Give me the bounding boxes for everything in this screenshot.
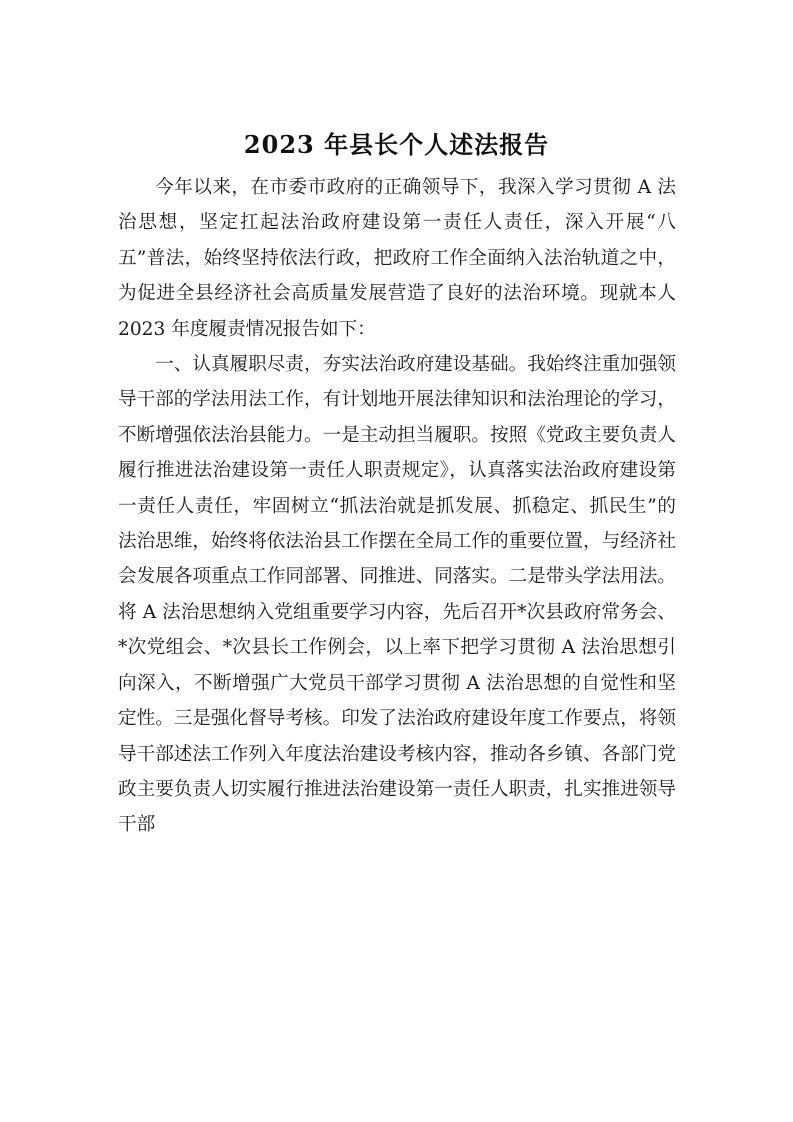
paragraph-section-one: 一、认真履职尽责，夯实法治政府建设基础。我始终注重加强领导干部的学法用法工作，有计划地开展法律知识和法治理论的学习，不断增强依法治县能力。一是主动担当履职。按照《党政主要负责人履行推进法治建设第一责任人职责规定》，认真落实法治政府建设第一责任人责任，牢固树立“抓法治就是抓发展、抓稳定、抓民生”的法治思维，始终将依法治县工作摆在全局工作的重要位置，与经济社会发展各项重点工作同部署、同推进、同落实。二是带头学法用法。将 A 法治思想纳入党组重要学习内容，先后召开*次县政府常务会、*次党组会、*次县长工作例会，以上率下把学习贯彻 A 法治思想引向深入，不断增强广大党员干部学习贯彻 A 法治思想的自觉性和坚定性。三是强化督导考核。印发了法治政府建设年度工作要点，将领导干部述法工作列入年度法治建设考核内容，推动各乡镇、各部门党政主要负责人切实履行推进法治建设第一责任人职责，扎实推进领导干部 (118, 354, 676, 836)
document-body (118, 170, 676, 843)
paragraph-intro: 今年以来，在市委市政府的正确领导下，我深入学习贯彻 A 法治思想，坚定扛起法治政府建设第一责任人责任，深入开展“八五”普法，始终坚持依法行政，把政府工作全面纳入法治轨道之中，为促进全县经济社会高质量发展营造了良好的法治环境。现就本人 2023 年度履责情况报告如下： (118, 177, 676, 340)
document-title: 2023 年县长个人述法报告 (243, 130, 550, 159)
